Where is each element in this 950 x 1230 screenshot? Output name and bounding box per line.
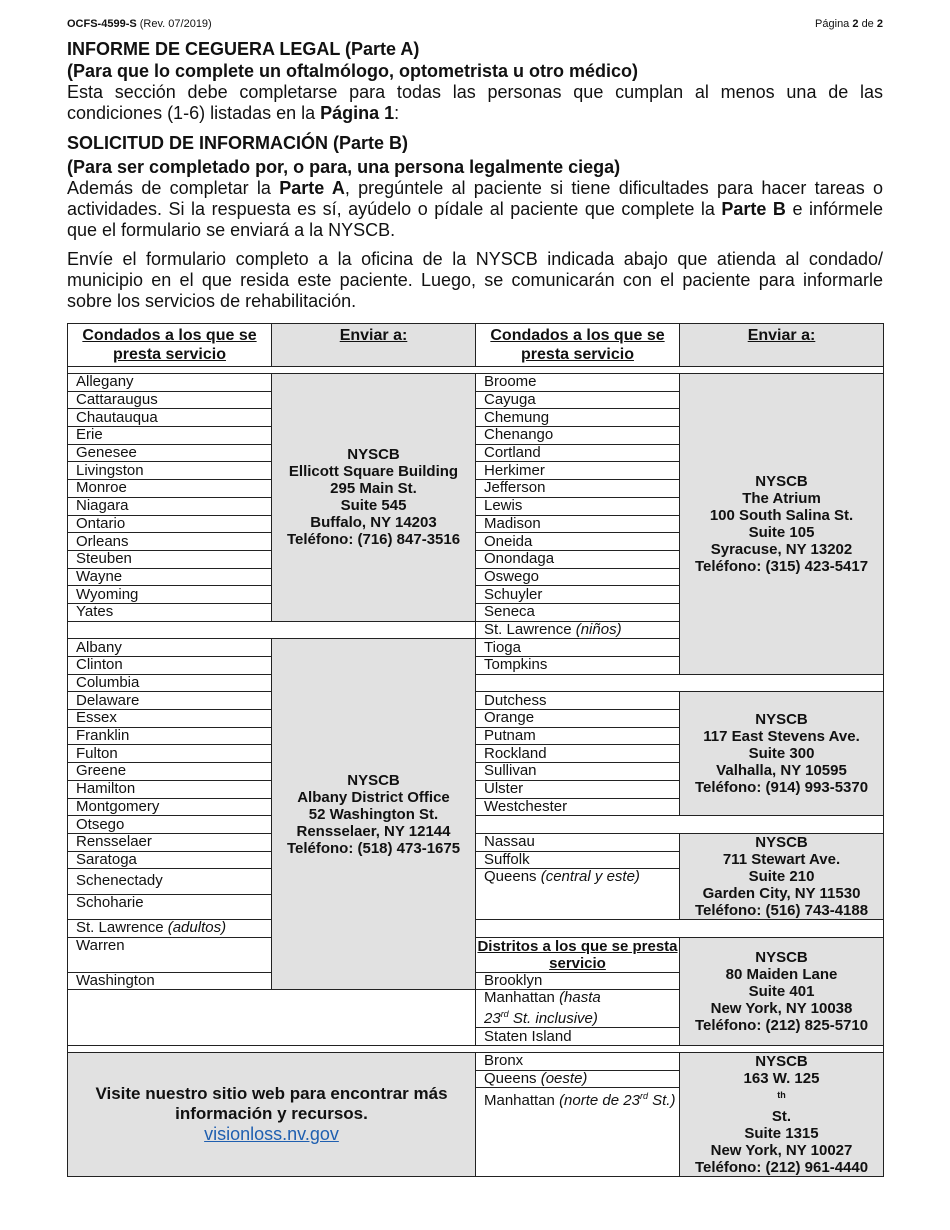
county-note: (niños)	[575, 621, 622, 638]
county-cell: Washington	[68, 972, 272, 990]
county-cell: Chautauqua	[68, 409, 272, 427]
district-note: (oeste)	[540, 1070, 588, 1087]
form-code: OCFS-4599-S (Rev. 07/2019)	[67, 18, 212, 30]
county-cell: Greene	[68, 763, 272, 781]
gap-row	[68, 1045, 884, 1052]
county-cell: Chemung	[476, 409, 680, 427]
district-cell	[476, 990, 680, 1028]
county-cell: Lewis	[476, 497, 680, 515]
blank-cell	[476, 674, 884, 692]
office-harlem-line: Suite 1315	[744, 1124, 819, 1142]
office-buffalo-line: NYSCB	[347, 446, 400, 464]
county-cell: Delaware	[68, 692, 272, 710]
county-note: (central y este)	[540, 868, 640, 886]
office-syracuse	[680, 374, 884, 675]
county-cell: Albany	[68, 639, 272, 657]
county-cell: Cayuga	[476, 391, 680, 409]
county-cell: Erie	[68, 427, 272, 445]
office-syracuse-line: 100 South Salina St.	[709, 506, 854, 524]
county-cell: Montgomery	[68, 798, 272, 816]
county-cell: Nassau	[476, 833, 680, 851]
county-cell: Otsego	[68, 816, 272, 834]
county-cell: Saratoga	[68, 851, 272, 869]
county-cell: Cattaraugus	[68, 391, 272, 409]
col-header-counties: Condados a los que se presta servicio	[476, 324, 680, 367]
county-cell: Essex	[68, 710, 272, 728]
office-garden-city-line: NYSCB	[755, 833, 808, 851]
county-cell: Jefferson	[476, 480, 680, 498]
website-notice	[68, 1052, 476, 1176]
subtitle-part-a: (Para que lo complete un oftalmólogo, optometrista u otro médico)	[67, 61, 639, 81]
county-cell: Rockland	[476, 745, 680, 763]
county-cell: Tioga	[476, 639, 680, 657]
county-cell: Sullivan	[476, 763, 680, 781]
county-cell: Oswego	[476, 568, 680, 586]
office-maiden-lane-line: Suite 401	[748, 982, 815, 1000]
col-header-send: Enviar a:	[680, 324, 884, 367]
office-harlem	[680, 1052, 884, 1176]
county-cell: Columbia	[68, 674, 272, 692]
paragraph-instructions: Envíe el formulario completo a la oficina de la NYSCB indicada abajo que atienda al condado/ municipio en el que resida este paciente. Luego, se comunicarán con el paciente para informarle sobre los servicios de rehabilitación.	[67, 249, 883, 311]
county-cell: Rensselaer	[68, 833, 272, 851]
county-cell: Wyoming	[68, 586, 272, 604]
county-cell: Madison	[476, 515, 680, 533]
county-cell: Tompkins	[476, 657, 680, 675]
county-cell	[68, 919, 272, 937]
document-page	[67, 18, 883, 312]
office-buffalo-line: Buffalo, NY 14203	[310, 514, 437, 532]
subtitle-part-b: (Para ser completado por, o para, una persona legalmente ciega)	[67, 157, 621, 177]
county-cell: Allegany	[68, 374, 272, 392]
office-maiden-lane-line: Teléfono: (212) 825-5710	[694, 1016, 869, 1034]
office-syracuse-line: NYSCB	[755, 472, 808, 490]
districts-header: Distritos a los que se presta servicio	[477, 937, 678, 972]
office-garden-city-line: Garden City, NY 11530	[702, 884, 861, 902]
office-albany-line: Rensselaer, NY 12144	[296, 822, 451, 840]
county-cell: Orange	[476, 710, 680, 728]
county-cell	[476, 869, 680, 920]
office-maiden-lane-line: New York, NY 10038	[710, 999, 853, 1017]
office-garden-city-line: 711 Stewart Ave.	[722, 850, 841, 868]
county-cell: Suffolk	[476, 851, 680, 869]
website-link[interactable]: visionloss.nv.gov	[204, 1124, 339, 1145]
col-header-counties: Condados a los que se presta servicio	[68, 324, 272, 367]
district-name: Manhattan	[484, 989, 555, 1007]
offices-table	[67, 323, 884, 1177]
county-cell: Oneida	[476, 533, 680, 551]
county-name: St. Lawrence	[484, 621, 572, 638]
county-cell: Seneca	[476, 603, 680, 621]
district-cell: Bronx	[476, 1052, 680, 1070]
county-cell: Genesee	[68, 444, 272, 462]
county-cell: Warren	[68, 937, 272, 972]
office-valhalla-line: NYSCB	[755, 711, 808, 729]
district-cell	[476, 1088, 680, 1177]
office-buffalo-line: 295 Main St.	[330, 480, 417, 498]
county-cell: Chenango	[476, 427, 680, 445]
office-maiden-lane	[680, 937, 884, 1045]
office-valhalla-line: Valhalla, NY 10595	[716, 762, 847, 780]
office-buffalo-line: Teléfono: (716) 847-3516	[286, 531, 461, 549]
county-cell: Schoharie	[68, 894, 272, 919]
office-harlem-line: New York, NY 10027	[710, 1141, 853, 1159]
county-cell: Westchester	[476, 798, 680, 816]
county-cell: Onondaga	[476, 550, 680, 568]
office-syracuse-line: The Atrium	[742, 489, 821, 507]
county-name: Queens	[484, 868, 537, 886]
office-valhalla-line: Suite 300	[748, 745, 815, 763]
page-number: Página 2 de 2	[815, 18, 883, 30]
district-cell	[476, 1070, 680, 1088]
county-cell: Livingston	[68, 462, 272, 480]
county-cell: Franklin	[68, 727, 272, 745]
office-valhalla-line: Teléfono: (914) 993-5370	[694, 779, 869, 797]
office-garden-city-line: Suite 210	[748, 867, 815, 885]
title-part-b: SOLICITUD DE INFORMACIÓN (Parte B)	[67, 133, 409, 153]
office-valhalla-line: 117 East Stevens Ave.	[703, 728, 860, 746]
office-buffalo-line: Ellicott Square Building	[288, 463, 459, 481]
blank-cell	[476, 816, 884, 834]
office-harlem-line: 163 W. 125 $^{th}$ St.	[743, 1069, 820, 1125]
county-cell: Niagara	[68, 497, 272, 515]
county-cell: Cortland	[476, 444, 680, 462]
office-albany-line: 52 Washington St.	[308, 805, 439, 823]
county-cell: Dutchess	[476, 692, 680, 710]
blank-cell	[68, 990, 476, 1046]
office-albany-line: Albany District Office	[297, 788, 450, 806]
office-buffalo-line: Suite 545	[340, 497, 407, 515]
county-cell: Broome	[476, 374, 680, 392]
county-cell: Schuyler	[476, 586, 680, 604]
county-cell: Fulton	[68, 745, 272, 763]
district-name: Queens	[484, 1070, 537, 1087]
office-harlem-line: NYSCB	[755, 1052, 808, 1070]
office-garden-city-line: Teléfono: (516) 743-4188	[694, 901, 869, 919]
office-maiden-lane-line: 80 Maiden Lane	[725, 965, 838, 983]
county-cell	[476, 621, 680, 639]
county-cell: Ontario	[68, 515, 272, 533]
district-note: (norte de 23rd St.)	[559, 1091, 676, 1110]
county-cell: Herkimer	[476, 462, 680, 480]
blank-cell	[476, 919, 884, 937]
county-cell: Ulster	[476, 780, 680, 798]
county-cell: Clinton	[68, 657, 272, 675]
county-note: (adultos)	[167, 919, 227, 937]
district-name: Manhattan	[484, 1092, 555, 1110]
office-valhalla	[680, 692, 884, 816]
blank-cell	[68, 621, 476, 639]
office-buffalo	[272, 374, 476, 622]
county-cell: Schenectady	[68, 869, 272, 894]
county-name: St. Lawrence	[76, 919, 164, 937]
office-maiden-lane-line: NYSCB	[755, 948, 808, 966]
title-part-a: INFORME DE CEGUERA LEGAL (Parte A)	[67, 39, 420, 59]
col-header-send: Enviar a:	[272, 324, 476, 367]
office-albany-line: Teléfono: (518) 473-1675	[286, 839, 461, 857]
district-cell: Staten Island	[476, 1028, 680, 1046]
office-syracuse-line: Syracuse, NY 13202	[710, 540, 853, 558]
paragraph-part-a: Esta sección debe completarse para todas las personas que cumplan al menos una de las condiciones (1-6) listadas en la Página 1:	[67, 82, 883, 123]
county-cell: Orleans	[68, 533, 272, 551]
gap-row	[68, 367, 884, 374]
paragraph-part-b: Además de completar la Parte A, pregúntele al paciente si tiene dificultades para hacer tareas o actividades. Si la respuesta es sí, ayúdelo o pídale al paciente que complete la Parte B e infórmele que el formulario se enviará a la NYSCB.	[67, 178, 883, 240]
county-cell: Monroe	[68, 480, 272, 498]
office-albany	[272, 639, 476, 990]
website-text: Visite nuestro sitio web para encontrar más información y recursos.	[95, 1084, 448, 1124]
office-albany-line: NYSCB	[347, 771, 400, 789]
county-cell: Steuben	[68, 550, 272, 568]
county-cell: Yates	[68, 603, 272, 621]
office-syracuse-line: Suite 105	[748, 523, 815, 541]
county-cell: Hamilton	[68, 780, 272, 798]
office-syracuse-line: Teléfono: (315) 423-5417	[694, 557, 869, 575]
county-cell: Putnam	[476, 727, 680, 745]
county-cell: Wayne	[68, 568, 272, 586]
office-harlem-line: Teléfono: (212) 961-4440	[694, 1158, 869, 1176]
district-cell: Brooklyn	[476, 972, 680, 990]
office-garden-city	[680, 833, 884, 919]
district-note: (hasta 23rd St. inclusive)	[484, 989, 601, 1028]
page-header	[67, 18, 883, 36]
